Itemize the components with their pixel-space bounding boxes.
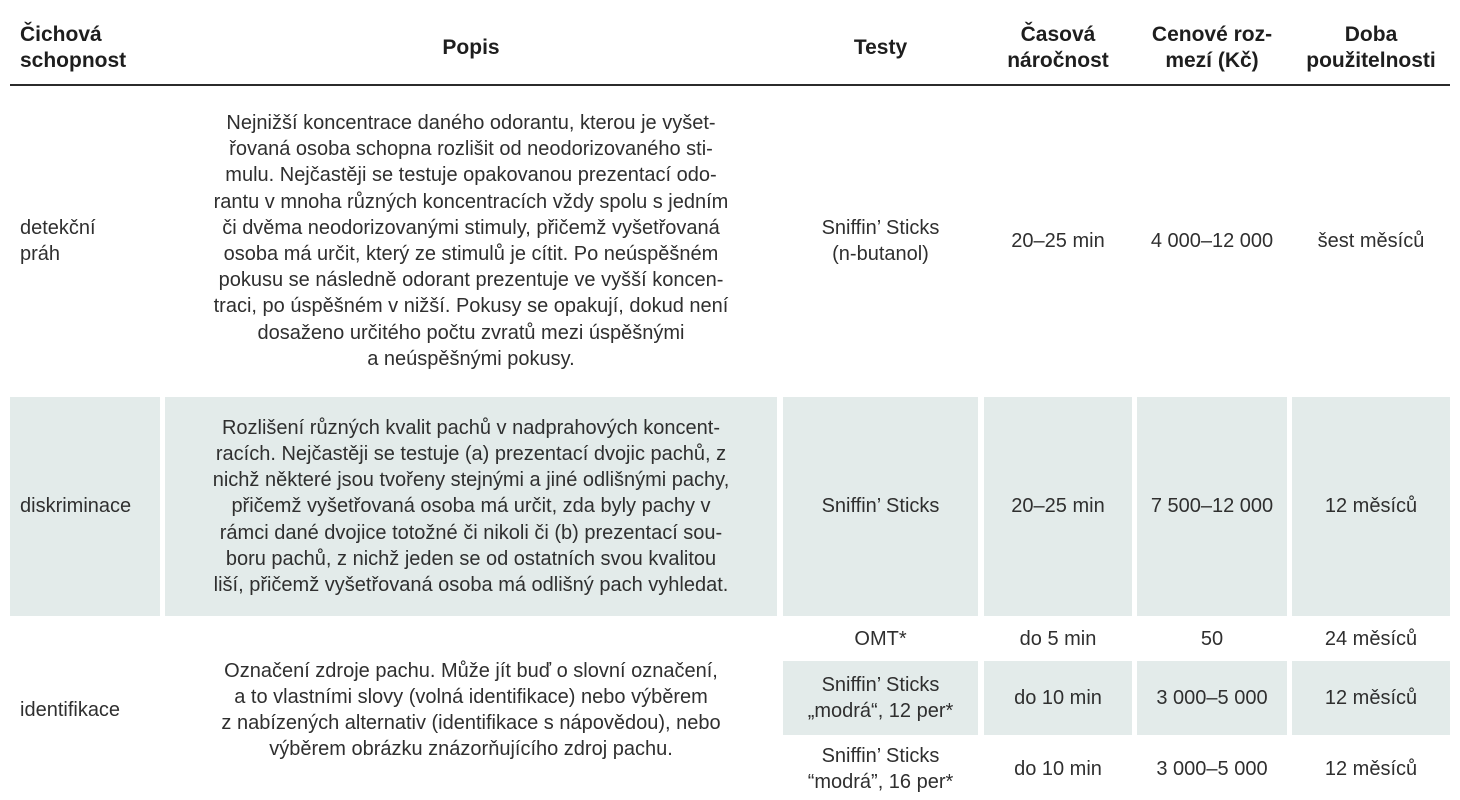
row-discrimination-tests: Sniffin’ Sticks	[783, 397, 978, 616]
header-ability: Čichová schopnost	[20, 23, 127, 72]
row-discrimination-ability: diskriminace	[10, 397, 160, 616]
subrow-sticks12-time: do 10 min	[984, 661, 1132, 735]
row-threshold-tests: Sniffin’ Sticks (n-butanol)	[821, 216, 940, 265]
header-tests: Testy	[853, 36, 908, 59]
subrow-omt-tests: OMT*	[854, 627, 907, 650]
header-rule	[10, 84, 1450, 86]
subrow-omt-price: 50	[1200, 627, 1224, 650]
header-shelf-life: Doba použitelnosti	[1306, 23, 1436, 72]
row-threshold-price: 4 000–12 000	[1150, 229, 1274, 252]
subrow-sticks16-price: 3 000–5 000	[1156, 757, 1268, 780]
header-price: Cenové roz- mezí (Kč)	[1151, 23, 1273, 72]
subrow-sticks12-shelf-life: 12 měsíců	[1292, 661, 1450, 735]
header-time: Časová náročnost	[1007, 23, 1109, 72]
row-threshold-time: 20–25 min	[1011, 229, 1105, 252]
subrow-sticks16-shelf-life: 12 měsíců	[1324, 757, 1418, 780]
header-description: Popis	[442, 36, 500, 59]
row-threshold-ability: detekční práh	[20, 216, 96, 265]
subrow-sticks16-tests: Sniffin’ Sticks “modrá”, 16 per*	[807, 744, 954, 793]
row-threshold-shelf-life: šest měsíců	[1317, 229, 1425, 252]
subrow-sticks16-time: do 10 min	[1014, 757, 1102, 780]
row-identification-description: Označení zdroje pachu. Může jít buď o slovní označení, a to vlastními slovy (volná identifikace) nebo výběrem z nabízených alternativ (identifikace s nápovědou), nebo výběrem obrázku znázorňujícího zdroj pachu.	[221, 659, 721, 761]
subrow-omt-time: do 5 min	[1019, 627, 1097, 650]
row-discrimination-shelf-life: 12 měsíců	[1292, 397, 1450, 616]
subrow-sticks12-tests: Sniffin’ Sticks „modrá“, 12 per*	[783, 661, 978, 735]
row-discrimination-description: Rozlišení různých kvalit pachů v nadprahových koncent- racích. Nejčastěji se testuje (a) prezentací dvojic pachů, z nichž některé jsou tvořeny stejnými a jiné odlišnými pachy, přičemž vyšetřovaná osoba má určit, zda byly pachy v rámci dané dvojice totožné či nikoli či (b) prezentací sou- boru pachů, z nichž jeden se od ostatních svou kvalitou liší, přičemž vyšetřovaná osoba má odlišný pach vyhledat.	[165, 397, 777, 616]
row-threshold-description: Nejnižší koncentrace daného odorantu, kterou je vyšet- řovaná osoba schopna rozlišit od neodorizovaného sti- mulu. Nejčastěji se testuje opakovanou prezentací odo- rantu v mnoha různých koncentracích vždy spolu s jedním či dvěma neodorizovanými stimuly, přičemž vyšetřovaná osoba má určit, který ze stimulů je cítit. Po neúspěšném pokusu se následně odorant prezentuje ve vyšší koncen- traci, po úspěšném v nižší. Pokusy se opakují, dokud není dosaženo určitého počtu zvratů mezi úspěšnými a neúspěšnými pokusy.	[213, 111, 729, 370]
row-discrimination-price: 7 500–12 000	[1137, 397, 1287, 616]
row-identification-ability: identifikace	[20, 698, 121, 721]
row-discrimination-time: 20–25 min	[984, 397, 1132, 616]
subrow-omt-shelf-life: 24 měsíců	[1324, 627, 1418, 650]
subrow-sticks12-price: 3 000–5 000	[1137, 661, 1287, 735]
